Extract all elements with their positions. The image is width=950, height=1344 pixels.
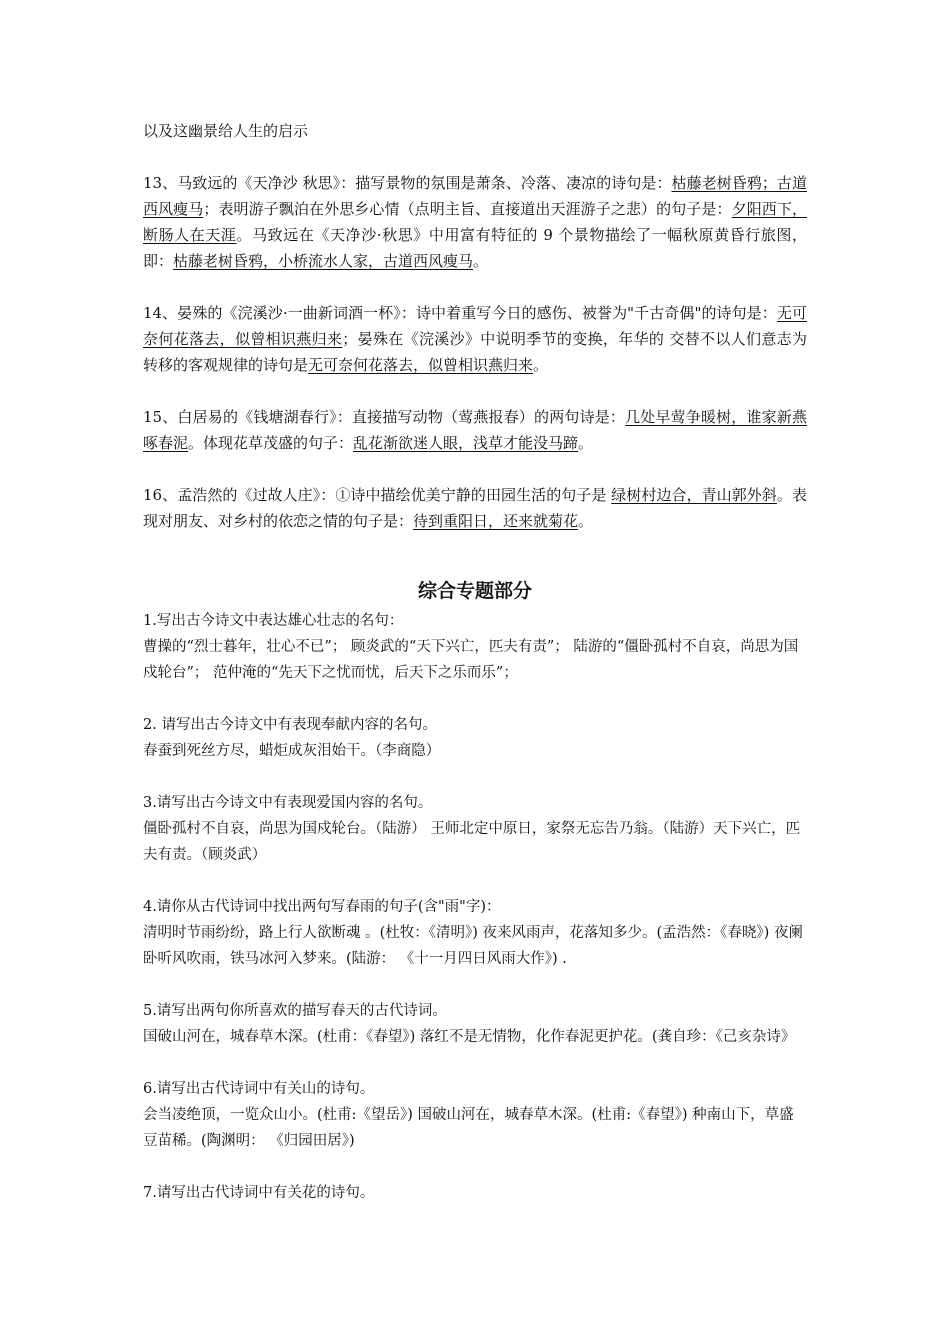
item-16-text-3: 。: [578, 512, 594, 530]
section-title: 综合专题部分: [417, 580, 532, 602]
item-13-answer-2: 夕阳西下，断肠人在天涯: [143, 200, 807, 244]
question-5-title: 5.请写出两句你所喜欢的描写春天的古代诗词。: [143, 1003, 447, 1019]
item-16-text-2: 。表现对朋友、对乡村的依恋之情的句子是：: [143, 486, 807, 530]
question-6-answer: 会当凌绝顶，一览众山小。(杜甫:《望岳》) 国破山河在，城春草木深。(杜甫:《春望》) 种南山下，草盛豆苗稀。(陶渊明： 《归园田居》): [143, 1107, 794, 1149]
item-13-text-1: 13、马致远的《天净沙 秋思》：描写景物的氛围是萧条、冷落、凄凉的诗句是：: [143, 174, 672, 192]
item-14-text-2: ；晏殊在《浣溪沙》中说明季节的变换，年华的 交替不以人们意志为转移的客观规律的诗句是: [143, 330, 807, 374]
question-5-answer: 国破山河在，城春草木深。(杜甫：《春望》) 落红不是无情物，化作春泥更护花。(龚自珍：《己亥杂诗》: [143, 1029, 796, 1045]
item-13-text-3: 。马致远在《天净沙·秋思》中用富有特征的 9 个景物描绘了一幅秋原黄昏行旅图，即：: [143, 226, 807, 270]
question-3-answer: 僵卧孤村不自哀，尚思为国戍轮台。（陆游） 王师北定中原日，家祭无忘告乃翁。（陆游）天下兴亡，匹夫有责。（顾炎武）: [143, 821, 801, 863]
item-14-answer-2: 无可奈何花落去，似曾相识燕归来: [308, 356, 534, 374]
question-4-title: 4.请你从古代诗词中找出两句写春雨的句子(含"雨"字)：: [143, 899, 501, 915]
item-15-text-3: 。: [578, 434, 594, 452]
item-13-text-2: ；表明游子飘泊在外思乡心情（点明主旨、直接道出天涯游子之悲）的句子是：: [203, 200, 732, 218]
item-15-answer-2: 乱花渐欲迷人眼，浅草才能没马蹄: [353, 434, 579, 452]
intro-tail-line: 以及这幽景给人生的启示: [143, 122, 309, 140]
item-15-answer-1: 几处早莺争暖树，谁家新燕啄春泥: [143, 408, 807, 452]
question-3: [143, 790, 807, 868]
item-16: [143, 482, 807, 534]
question-4-answer: 清明时节雨纷纷，路上行人欲断魂 。(杜牧：《清明》) 夜来风雨声，花落知多少。(孟浩然：《春晓》) 夜阑卧听风吹雨，铁马冰河入梦来。(陆游： 《十一月四日风雨大作》) .: [143, 925, 803, 967]
item-15-text-2: 。体现花草茂盛的句子：: [188, 434, 354, 452]
item-13-text-4: 。: [473, 252, 489, 270]
item-14-text-1: 14、晏殊的《浣溪沙·一曲新词酒一杯》：诗中着重写今日的感伤、被誉为"千古奇偶"的诗句是：: [143, 304, 777, 322]
item-14-text-3: 。: [533, 356, 549, 374]
question-1-answer: 曹操的“烈士暮年，壮心不已”； 顾炎武的“天下兴亡，匹夫有责”； 陆游的“僵卧孤村不自哀，尚思为国戍轮台”； 范仲淹的“先天下之忧而忧，后天下之乐而乐”；: [143, 639, 799, 681]
item-13-answer-3: 枯藤老树昏鸦，小桥流水人家，古道西风瘦马: [173, 252, 474, 270]
question-7: [143, 1180, 807, 1206]
question-6: [143, 1076, 807, 1154]
item-16-answer-1: 绿树村边合，青山郭外斜: [611, 486, 777, 504]
question-5: [143, 998, 807, 1050]
item-14-answer-1: 无可奈何花落去，似曾相识燕归来: [143, 304, 807, 348]
document-page: [143, 118, 807, 1232]
question-6-title: 6.请写出古代诗词中有关山的诗句。: [143, 1081, 375, 1097]
item-15: [143, 404, 807, 456]
item-13: [143, 170, 807, 274]
question-1: [143, 608, 807, 686]
item-16-answer-2: 待到重阳日，还来就菊花: [413, 512, 579, 530]
question-2-answer: 春蚕到死丝方尽，蜡炬成灰泪始干。（李商隐）: [143, 743, 441, 759]
question-4: [143, 894, 807, 972]
question-2-title: 2. 请写出古今诗文中有表现奉献内容的名句。: [143, 717, 437, 733]
question-2: [143, 712, 807, 764]
question-7-title: 7.请写出古代诗词中有关花的诗句。: [143, 1185, 375, 1201]
question-3-title: 3.请写出古今诗文中有表现爱国内容的名句。: [143, 795, 433, 811]
item-13-answer-1: 枯藤老树昏鸦；古道西风瘦马: [143, 174, 807, 218]
item-16-text-1: 16、孟浩然的《过故人庄》：①诗中描绘优美宁静的田园生活的句子是: [143, 486, 612, 504]
item-15-text-1: 15、白居易的《钱塘湖春行》：直接描写动物（莺燕报春）的两句诗是：: [143, 408, 626, 426]
question-1-title: 1.写出古今诗文中表达雄心壮志的名句：: [143, 613, 404, 629]
item-14: [143, 300, 807, 378]
